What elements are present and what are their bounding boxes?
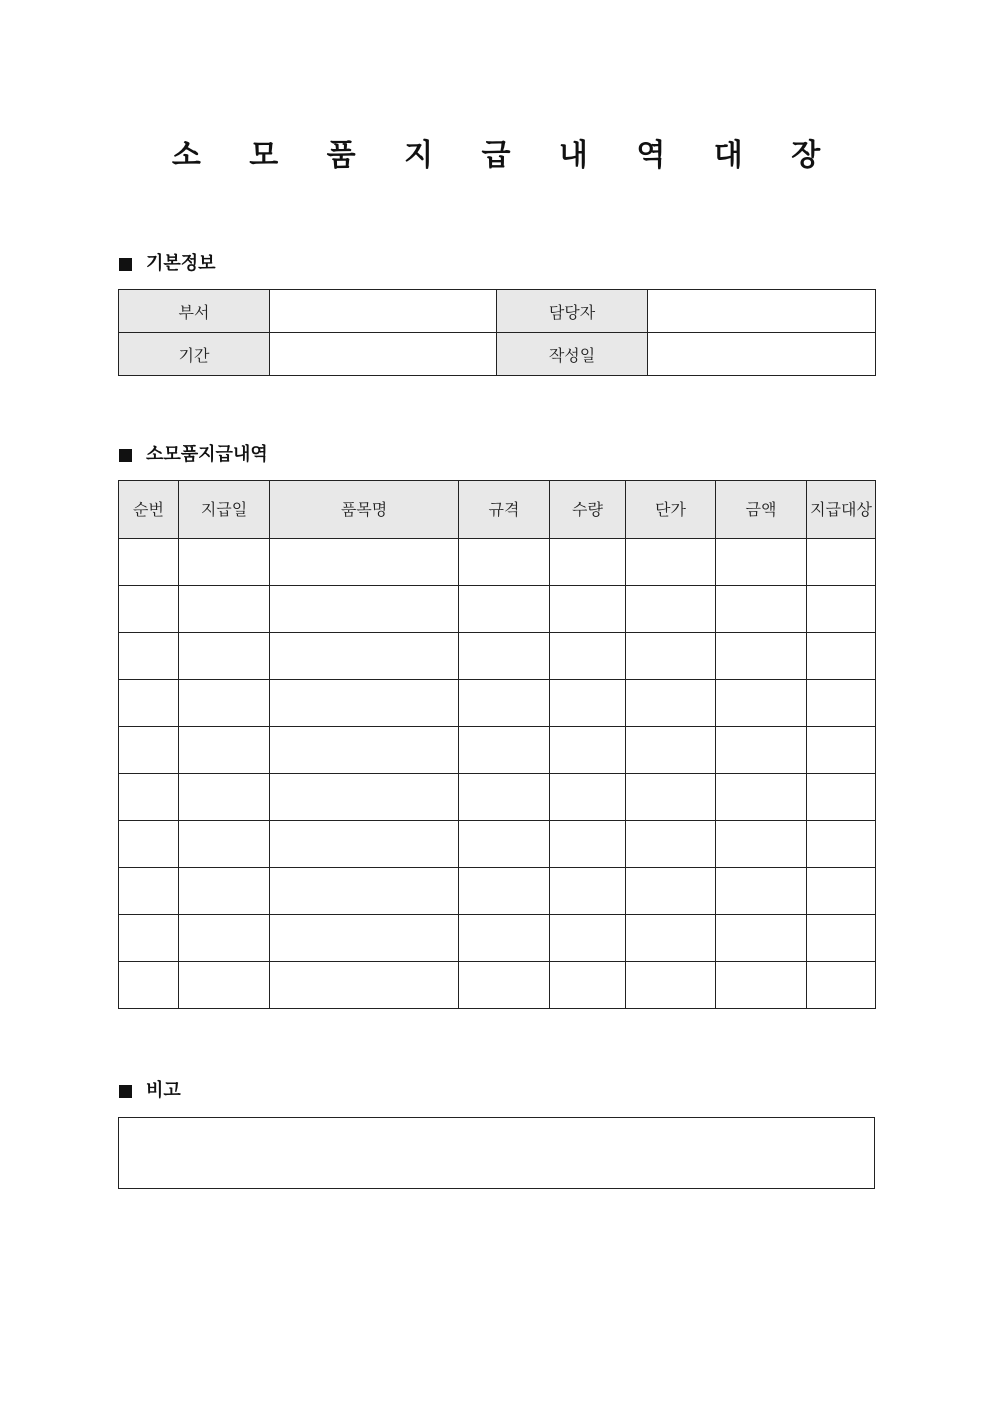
table-row	[119, 774, 876, 821]
section-heading-supply-list	[119, 443, 268, 467]
issue-date-cell[interactable]	[179, 915, 270, 962]
table-row	[119, 290, 876, 333]
square-bullet-icon	[119, 1085, 132, 1098]
written-date-field[interactable]	[648, 333, 876, 376]
recipient-cell[interactable]	[807, 868, 876, 915]
quantity-cell[interactable]	[550, 539, 626, 586]
section-heading-label: 소모품지급내역	[146, 444, 268, 465]
item-name-cell[interactable]	[270, 774, 459, 821]
unit-price-cell[interactable]	[626, 539, 716, 586]
issue-date-cell[interactable]	[179, 868, 270, 915]
unit-price-cell[interactable]	[626, 774, 716, 821]
manager-label: 담당자	[497, 290, 648, 333]
recipient-cell[interactable]	[807, 962, 876, 1009]
item-name-cell[interactable]	[270, 633, 459, 680]
table-row	[119, 633, 876, 680]
issue-date-cell[interactable]	[179, 539, 270, 586]
item-name-cell[interactable]	[270, 915, 459, 962]
square-bullet-icon	[119, 258, 132, 271]
issue-date-cell[interactable]	[179, 680, 270, 727]
unit-price-cell[interactable]	[626, 586, 716, 633]
spec-cell[interactable]	[459, 868, 550, 915]
quantity-cell[interactable]	[550, 962, 626, 1009]
quantity-cell[interactable]	[550, 680, 626, 727]
seq-cell[interactable]	[119, 821, 179, 868]
department-field[interactable]	[270, 290, 497, 333]
amount-cell[interactable]	[716, 868, 807, 915]
amount-cell[interactable]	[716, 962, 807, 1009]
seq-cell[interactable]	[119, 727, 179, 774]
issue-date-header: 지급일	[179, 481, 270, 539]
unit-price-header: 단가	[626, 481, 716, 539]
quantity-cell[interactable]	[550, 774, 626, 821]
period-label: 기간	[119, 333, 270, 376]
section-heading-label: 비고	[146, 1080, 181, 1101]
unit-price-cell[interactable]	[626, 821, 716, 868]
recipient-cell[interactable]	[807, 727, 876, 774]
amount-cell[interactable]	[716, 680, 807, 727]
table-row	[119, 727, 876, 774]
spec-cell[interactable]	[459, 774, 550, 821]
item-name-cell[interactable]	[270, 868, 459, 915]
table-row	[119, 962, 876, 1009]
item-name-header: 품목명	[270, 481, 459, 539]
seq-cell[interactable]	[119, 680, 179, 727]
table-row	[119, 586, 876, 633]
seq-cell[interactable]	[119, 774, 179, 821]
spec-cell[interactable]	[459, 586, 550, 633]
table-row	[119, 680, 876, 727]
recipient-cell[interactable]	[807, 680, 876, 727]
quantity-cell[interactable]	[550, 727, 626, 774]
recipient-cell[interactable]	[807, 821, 876, 868]
item-name-cell[interactable]	[270, 727, 459, 774]
seq-cell[interactable]	[119, 868, 179, 915]
spec-cell[interactable]	[459, 727, 550, 774]
issue-date-cell[interactable]	[179, 633, 270, 680]
unit-price-cell[interactable]	[626, 633, 716, 680]
issue-date-cell[interactable]	[179, 821, 270, 868]
recipient-cell[interactable]	[807, 774, 876, 821]
page-title: 소 모 품 지 급 내 역 대 장	[171, 138, 840, 173]
amount-cell[interactable]	[716, 727, 807, 774]
unit-price-cell[interactable]	[626, 868, 716, 915]
issue-date-cell[interactable]	[179, 774, 270, 821]
unit-price-cell[interactable]	[626, 680, 716, 727]
recipient-cell[interactable]	[807, 633, 876, 680]
department-label: 부서	[119, 290, 270, 333]
table-row	[119, 539, 876, 586]
issue-date-cell[interactable]	[179, 962, 270, 1009]
seq-cell[interactable]	[119, 915, 179, 962]
seq-header: 순번	[119, 481, 179, 539]
spec-cell[interactable]	[459, 680, 550, 727]
unit-price-cell[interactable]	[626, 727, 716, 774]
section-heading-label: 기본정보	[146, 253, 216, 274]
quantity-cell[interactable]	[550, 586, 626, 633]
item-name-cell[interactable]	[270, 680, 459, 727]
amount-cell[interactable]	[716, 539, 807, 586]
supply-items-table	[118, 480, 876, 1009]
section-heading-basic-info	[119, 252, 216, 276]
unit-price-cell[interactable]	[626, 962, 716, 1009]
table-header-row	[119, 481, 876, 539]
item-name-cell[interactable]	[270, 586, 459, 633]
spec-cell[interactable]	[459, 539, 550, 586]
seq-cell[interactable]	[119, 539, 179, 586]
spec-cell[interactable]	[459, 633, 550, 680]
unit-price-cell[interactable]	[626, 915, 716, 962]
table-row	[119, 821, 876, 868]
item-name-cell[interactable]	[270, 962, 459, 1009]
amount-cell[interactable]	[716, 633, 807, 680]
amount-cell[interactable]	[716, 915, 807, 962]
section-heading-remarks	[119, 1079, 181, 1103]
period-field[interactable]	[270, 333, 497, 376]
item-name-cell[interactable]	[270, 539, 459, 586]
basic-info-table	[118, 289, 876, 376]
quantity-cell[interactable]	[550, 915, 626, 962]
seq-cell[interactable]	[119, 962, 179, 1009]
seq-cell[interactable]	[119, 586, 179, 633]
recipient-cell[interactable]	[807, 915, 876, 962]
recipient-cell[interactable]	[807, 586, 876, 633]
seq-cell[interactable]	[119, 633, 179, 680]
quantity-header: 수량	[550, 481, 626, 539]
manager-field[interactable]	[648, 290, 876, 333]
spec-header: 규격	[459, 481, 550, 539]
written-date-label: 작성일	[497, 333, 648, 376]
square-bullet-icon	[119, 449, 132, 462]
quantity-cell[interactable]	[550, 868, 626, 915]
item-name-cell[interactable]	[270, 821, 459, 868]
issue-date-cell[interactable]	[179, 727, 270, 774]
table-row	[119, 333, 876, 376]
remarks-field[interactable]	[118, 1117, 875, 1189]
amount-cell[interactable]	[716, 821, 807, 868]
amount-cell[interactable]	[716, 774, 807, 821]
issue-date-cell[interactable]	[179, 586, 270, 633]
recipient-cell[interactable]	[807, 539, 876, 586]
table-row	[119, 915, 876, 962]
quantity-cell[interactable]	[550, 821, 626, 868]
recipient-header: 지급대상	[807, 481, 876, 539]
spec-cell[interactable]	[459, 821, 550, 868]
amount-header: 금액	[716, 481, 807, 539]
table-row	[119, 868, 876, 915]
spec-cell[interactable]	[459, 915, 550, 962]
spec-cell[interactable]	[459, 962, 550, 1009]
amount-cell[interactable]	[716, 586, 807, 633]
quantity-cell[interactable]	[550, 633, 626, 680]
